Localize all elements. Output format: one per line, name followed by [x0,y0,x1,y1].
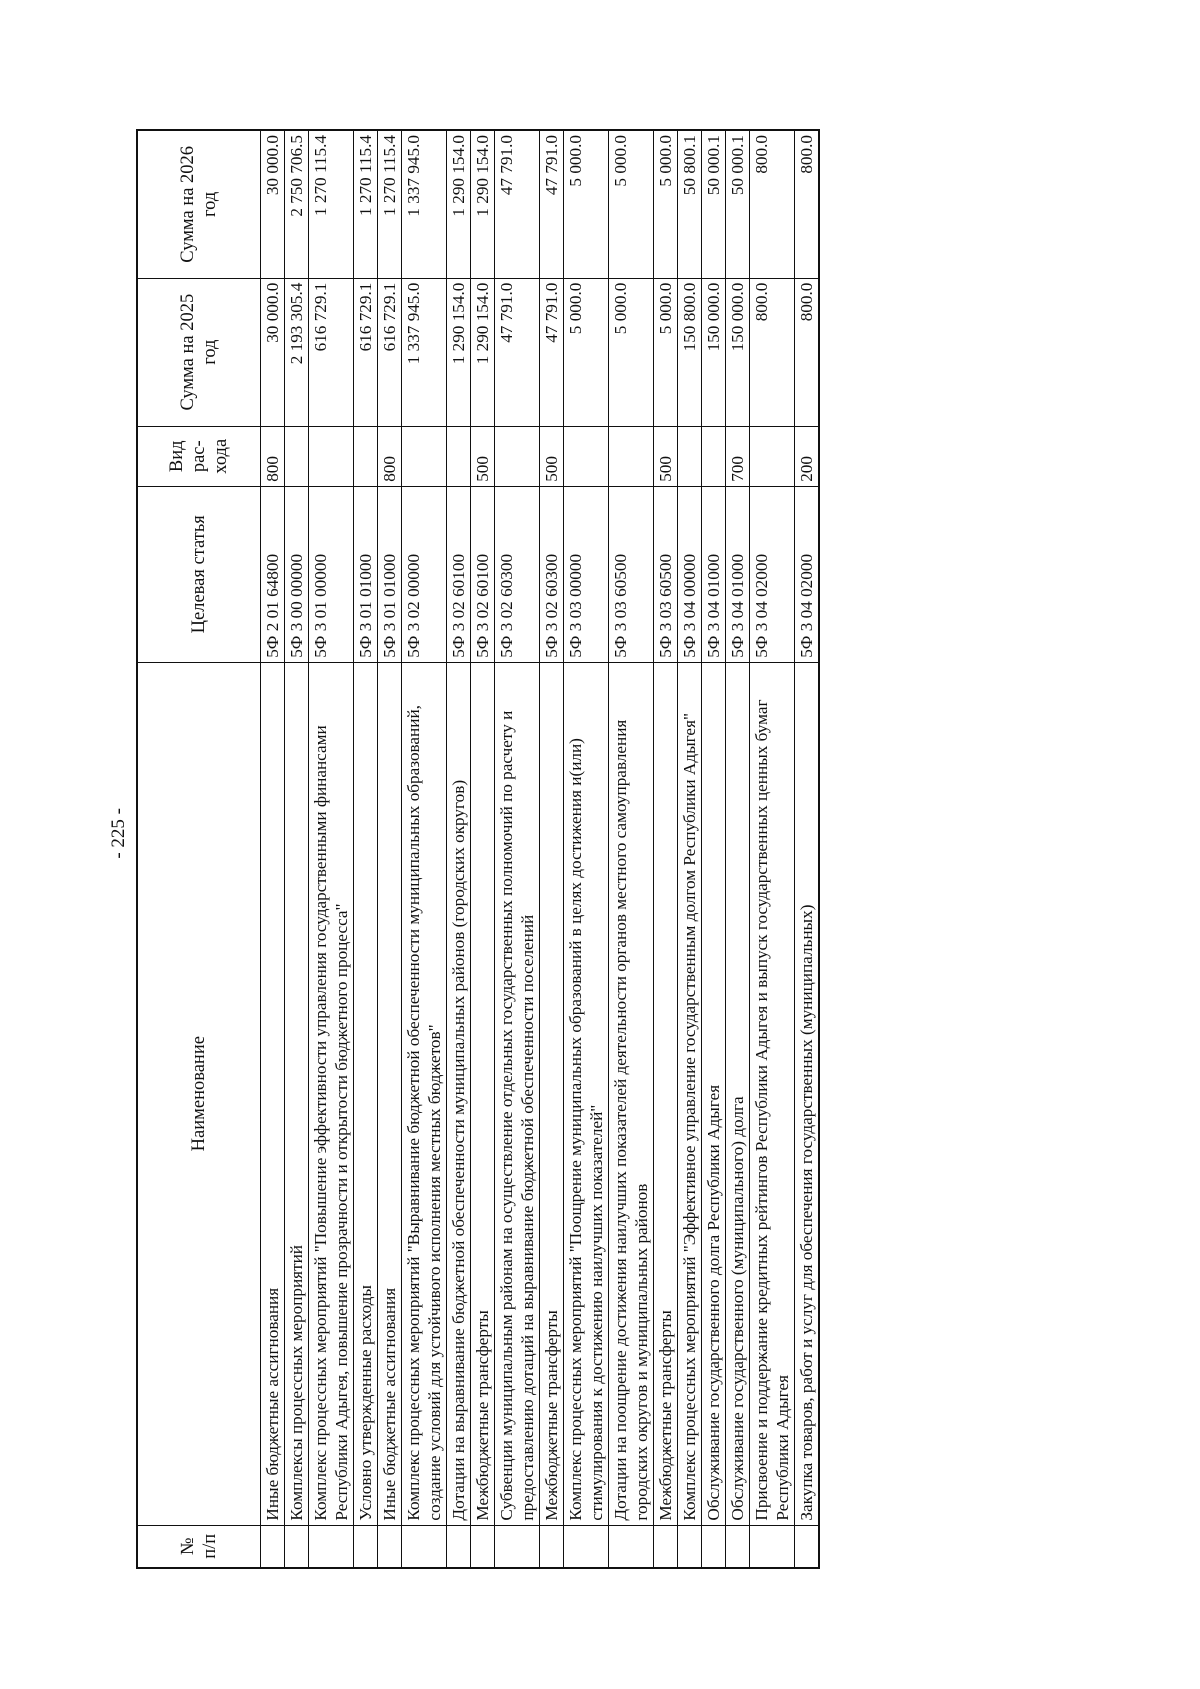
row-target-article: 5Ф 3 01 01000 [378,486,402,662]
row-sum-2025: 5 000.0 [654,278,678,426]
row-sum-2025: 5 000.0 [609,278,654,426]
row-number [471,1525,495,1568]
table-row [678,130,702,1568]
table-row [378,130,402,1568]
row-expense-type [402,426,447,486]
row-sum-2025: 1 290 154.0 [447,278,471,426]
row-expense-type [750,426,795,486]
row-sum-2026: 1 270 115.4 [309,130,354,278]
table-row [261,130,285,1568]
row-target-article: 5Ф 3 02 60300 [495,486,540,662]
row-name: Обслуживание государственного (муниципального) долга [726,662,750,1525]
row-sum-2026: 1 290 154.0 [447,130,471,278]
row-expense-type [447,426,471,486]
row-name: Иные бюджетные ассигнования [261,662,285,1525]
row-number [402,1525,447,1568]
table-row [564,130,609,1568]
row-sum-2026: 1 290 154.0 [471,130,495,278]
row-target-article: 5Ф 3 01 00000 [309,486,354,662]
row-sum-2026: 1 270 115.4 [354,130,378,278]
table-row [309,130,354,1568]
page-number: - 225 - [108,808,129,859]
row-name: Комплекс процессных мероприятий "Выравнивание бюджетной обеспеченности муниципальных образований, создание условий для устойчивого исполнения местных бюджетов" [402,662,447,1525]
row-name: Закупка товаров, работ и услуг для обеспечения государственных (муниципальных) [795,662,820,1525]
row-name: Иные бюджетные ассигнования [378,662,402,1525]
row-sum-2025: 30 000.0 [261,278,285,426]
row-sum-2026: 1 270 115.4 [378,130,402,278]
budget-table-container [136,129,1070,1569]
row-name: Обслуживание государственного долга Республики Адыгея [702,662,726,1525]
row-sum-2026: 50 800.1 [678,130,702,278]
row-sum-2025: 150 000.0 [726,278,750,426]
row-sum-2025: 800.0 [750,278,795,426]
row-number [609,1525,654,1568]
table-row [795,130,820,1568]
row-target-article: 5Ф 3 04 01000 [726,486,750,662]
row-expense-type [285,426,309,486]
row-expense-type [678,426,702,486]
row-number [285,1525,309,1568]
row-target-article: 5Ф 3 02 60100 [471,486,495,662]
row-number [726,1525,750,1568]
row-name: Присвоение и поддержание кредитных рейтингов Республики Адыгея и выпуск государственных ценных бумаг Республики Адыгея [750,662,795,1525]
header-vid: Вид рас-хода [137,426,261,486]
row-sum-2026: 5 000.0 [654,130,678,278]
row-sum-2026: 2 750 706.5 [285,130,309,278]
row-sum-2025: 1 290 154.0 [471,278,495,426]
row-name: Комплексы процессных мероприятий [285,662,309,1525]
row-target-article: 5Ф 3 02 60100 [447,486,471,662]
row-number [678,1525,702,1568]
row-expense-type: 800 [261,426,285,486]
table-body [261,130,820,1568]
row-number [261,1525,285,1568]
row-number [750,1525,795,1568]
table-row [726,130,750,1568]
table-row [495,130,540,1568]
row-target-article: 5Ф 3 03 60500 [654,486,678,662]
row-name: Межбюджетные трансферты [471,662,495,1525]
row-target-article: 5Ф 3 02 60300 [540,486,564,662]
table-row [702,130,726,1568]
row-expense-type [354,426,378,486]
row-name: Межбюджетные трансферты [654,662,678,1525]
header-code: Целевая статья [137,486,261,662]
table-row [609,130,654,1568]
row-target-article: 5Ф 3 03 00000 [564,486,609,662]
header-name: Наименование [137,662,261,1525]
row-sum-2025: 616 729.1 [309,278,354,426]
row-sum-2026: 5 000.0 [609,130,654,278]
row-expense-type: 500 [471,426,495,486]
row-target-article: 5Ф 2 01 64800 [261,486,285,662]
row-name: Условно утвержденные расходы [354,662,378,1525]
row-sum-2026: 5 000.0 [564,130,609,278]
row-number [354,1525,378,1568]
row-number [540,1525,564,1568]
row-name: Межбюджетные трансферты [540,662,564,1525]
row-sum-2025: 616 729.1 [354,278,378,426]
row-expense-type: 200 [795,426,820,486]
row-sum-2025: 47 791.0 [540,278,564,426]
row-name: Субвенции муниципальным районам на осуществление отдельных государственных полномочий по расчету и предоставлению дотаций на выравнивание бюджетной обеспеченности поселений [495,662,540,1525]
row-sum-2025: 1 337 945.0 [402,278,447,426]
row-number [654,1525,678,1568]
table-row [750,130,795,1568]
row-target-article: 5Ф 3 04 00000 [678,486,702,662]
row-sum-2025: 800.0 [795,278,820,426]
table-row [471,130,495,1568]
row-target-article: 5Ф 3 00 00000 [285,486,309,662]
row-sum-2025: 2 193 305.4 [285,278,309,426]
header-sum-2026: Сумма на 2026 год [137,130,261,278]
row-sum-2025: 5 000.0 [564,278,609,426]
row-target-article: 5Ф 3 04 02000 [750,486,795,662]
row-expense-type [609,426,654,486]
row-sum-2026: 47 791.0 [495,130,540,278]
row-expense-type: 700 [726,426,750,486]
header-sum-2025: Сумма на 2025 год [137,278,261,426]
row-sum-2025: 150 000.0 [702,278,726,426]
row-number [309,1525,354,1568]
table-row [654,130,678,1568]
row-sum-2026: 30 000.0 [261,130,285,278]
row-sum-2026: 800.0 [795,130,820,278]
budget-table [136,129,820,1569]
table-row [447,130,471,1568]
row-sum-2026: 800.0 [750,130,795,278]
row-name: Комплекс процессных мероприятий "Поощрение муниципальных образований в целях достижения и(или) стимулирования к достижению наилучших показателей" [564,662,609,1525]
row-number [495,1525,540,1568]
row-sum-2026: 47 791.0 [540,130,564,278]
table-row [402,130,447,1568]
row-target-article: 5Ф 3 02 00000 [402,486,447,662]
row-target-article: 5Ф 3 01 01000 [354,486,378,662]
row-number [795,1525,820,1568]
row-target-article: 5Ф 3 03 60500 [609,486,654,662]
row-expense-type: 500 [654,426,678,486]
row-sum-2026: 50 000.1 [702,130,726,278]
row-name: Дотации на выравнивание бюджетной обеспеченности муниципальных районов (городских округов) [447,662,471,1525]
row-sum-2025: 150 800.0 [678,278,702,426]
row-name: Комплекс процессных мероприятий "Эффективное управление государственным долгом Республики Адыгея" [678,662,702,1525]
row-name: Дотации на поощрение достижения наилучших показателей деятельности органов местного самоуправления городских округов и муниципальных районов [609,662,654,1525]
row-sum-2025: 47 791.0 [495,278,540,426]
row-expense-type: 800 [378,426,402,486]
row-expense-type [309,426,354,486]
row-target-article: 5Ф 3 04 02000 [795,486,820,662]
row-expense-type [564,426,609,486]
row-name: Комплекс процессных мероприятий "Повышение эффективности управления государственными финансами Республики Адыгея, повышение прозрачности и открытости бюджетного процесса" [309,662,354,1525]
row-expense-type [702,426,726,486]
row-expense-type: 500 [540,426,564,486]
row-expense-type [495,426,540,486]
row-sum-2025: 616 729.1 [378,278,402,426]
row-sum-2026: 50 000.1 [726,130,750,278]
table-row [354,130,378,1568]
row-number [378,1525,402,1568]
row-target-article: 5Ф 3 04 01000 [702,486,726,662]
table-header-row [137,130,261,1568]
row-number [702,1525,726,1568]
table-row [540,130,564,1568]
header-num: № п/п [137,1525,261,1568]
row-sum-2026: 1 337 945.0 [402,130,447,278]
table-row [285,130,309,1568]
row-number [564,1525,609,1568]
row-number [447,1525,471,1568]
